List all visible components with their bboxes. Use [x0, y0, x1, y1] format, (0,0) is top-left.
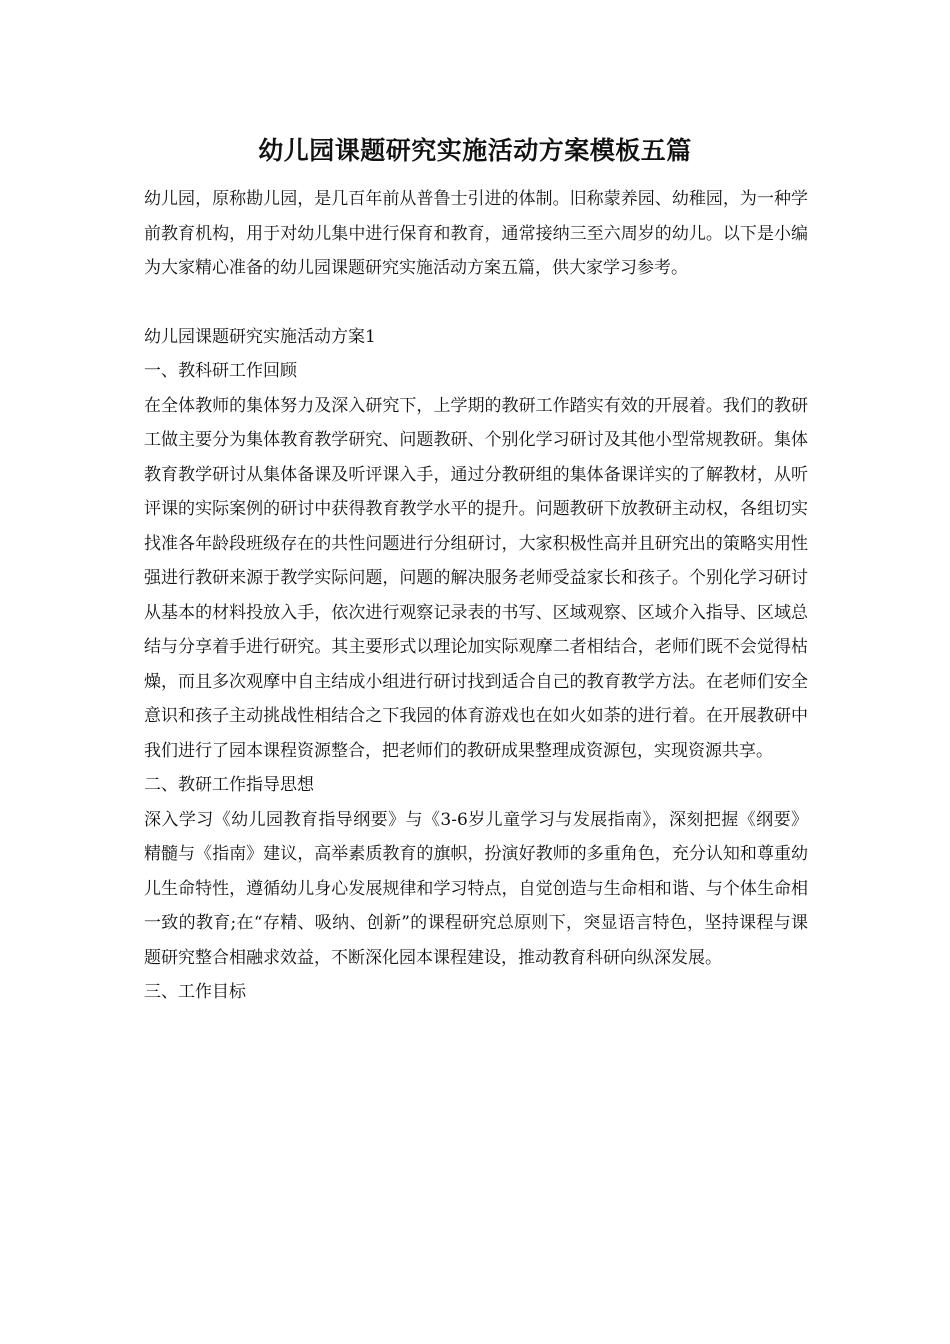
guiding-thought-paragraph: 深入学习《幼儿园教育指导纲要》与《3-6岁儿童学习与发展指南》，深刻把握《纲要》精髓与《指南》建议，高举素质教育的旗帜，扮演好教师的多重角色，充分认知和尊重幼儿生命特性，遵循幼儿身心发展规律和学习特点，自觉创造与生命相和谐、与个体生命相一致的教育;在“存精、吸纳、创新”的课程研究总原则下，突显语言特色，坚持课程与课题研究整合相融求效益，不断深化园本课程建设，推动教育科研向纵深发展。 — [144, 809, 808, 968]
section-heading-review: 一、教科研工作回顾 — [144, 361, 297, 381]
section-heading-goals: 三、工作目标 — [144, 982, 246, 1002]
section-heading-guiding-thought: 二、教研工作指导思想 — [144, 775, 314, 795]
document-body — [144, 182, 808, 1010]
section-title: 幼儿园课题研究实施活动方案1 — [144, 326, 376, 347]
intro-paragraph: 幼儿园，原称勘儿园，是几百年前从普鲁士引进的体制。旧称蒙养园、幼稚园，为一种学前教育机构，用于对幼儿集中进行保育和教育，通常接纳三至六周岁的幼儿。以下是小编为大家精心准备的幼儿园课题研究实施活动方案五篇，供大家学习参考。 — [144, 189, 808, 278]
review-paragraph: 在全体教师的集体努力及深入研究下，上学期的教研工作踏实有效的开展着。我们的教研工做主要分为集体教育教学研究、问题教研、个别化学习研讨及其他小型常规教研。集体教育教学研讨从集体备课及听评课入手，通过分教研组的集体备课详实的了解教材，从听评课的实际案例的研讨中获得教育教学水平的提升。问题教研下放教研主动权，各组切实找准各年龄段班级存在的共性问题进行分组研讨，大家积极性高并且研究出的策略实用性强进行教研来源于教学实际问题，问题的解决服务老师受益家长和孩子。个别化学习研讨从基本的材料投放入手，依次进行观察记录表的书写、区域观察、区域介入指导、区域总结与分享着手进行研究。其主要形式以理论加实际观摩二者相结合，老师们既不会觉得枯燥，而且多次观摩中自主结成小组进行研讨找到适合自己的教育教学方法。在老师们安全意识和孩子主动挑战性相结合之下我园的体育游戏也在如火如荼的进行着。在开展教研中我们进行了园本课程资源整合，把老师们的教研成果整理成资源包，实现资源共享。 — [144, 395, 808, 761]
document-title: 幼儿园课题研究实施活动方案模板五篇 — [258, 136, 692, 165]
paragraph-spacer — [144, 286, 808, 320]
